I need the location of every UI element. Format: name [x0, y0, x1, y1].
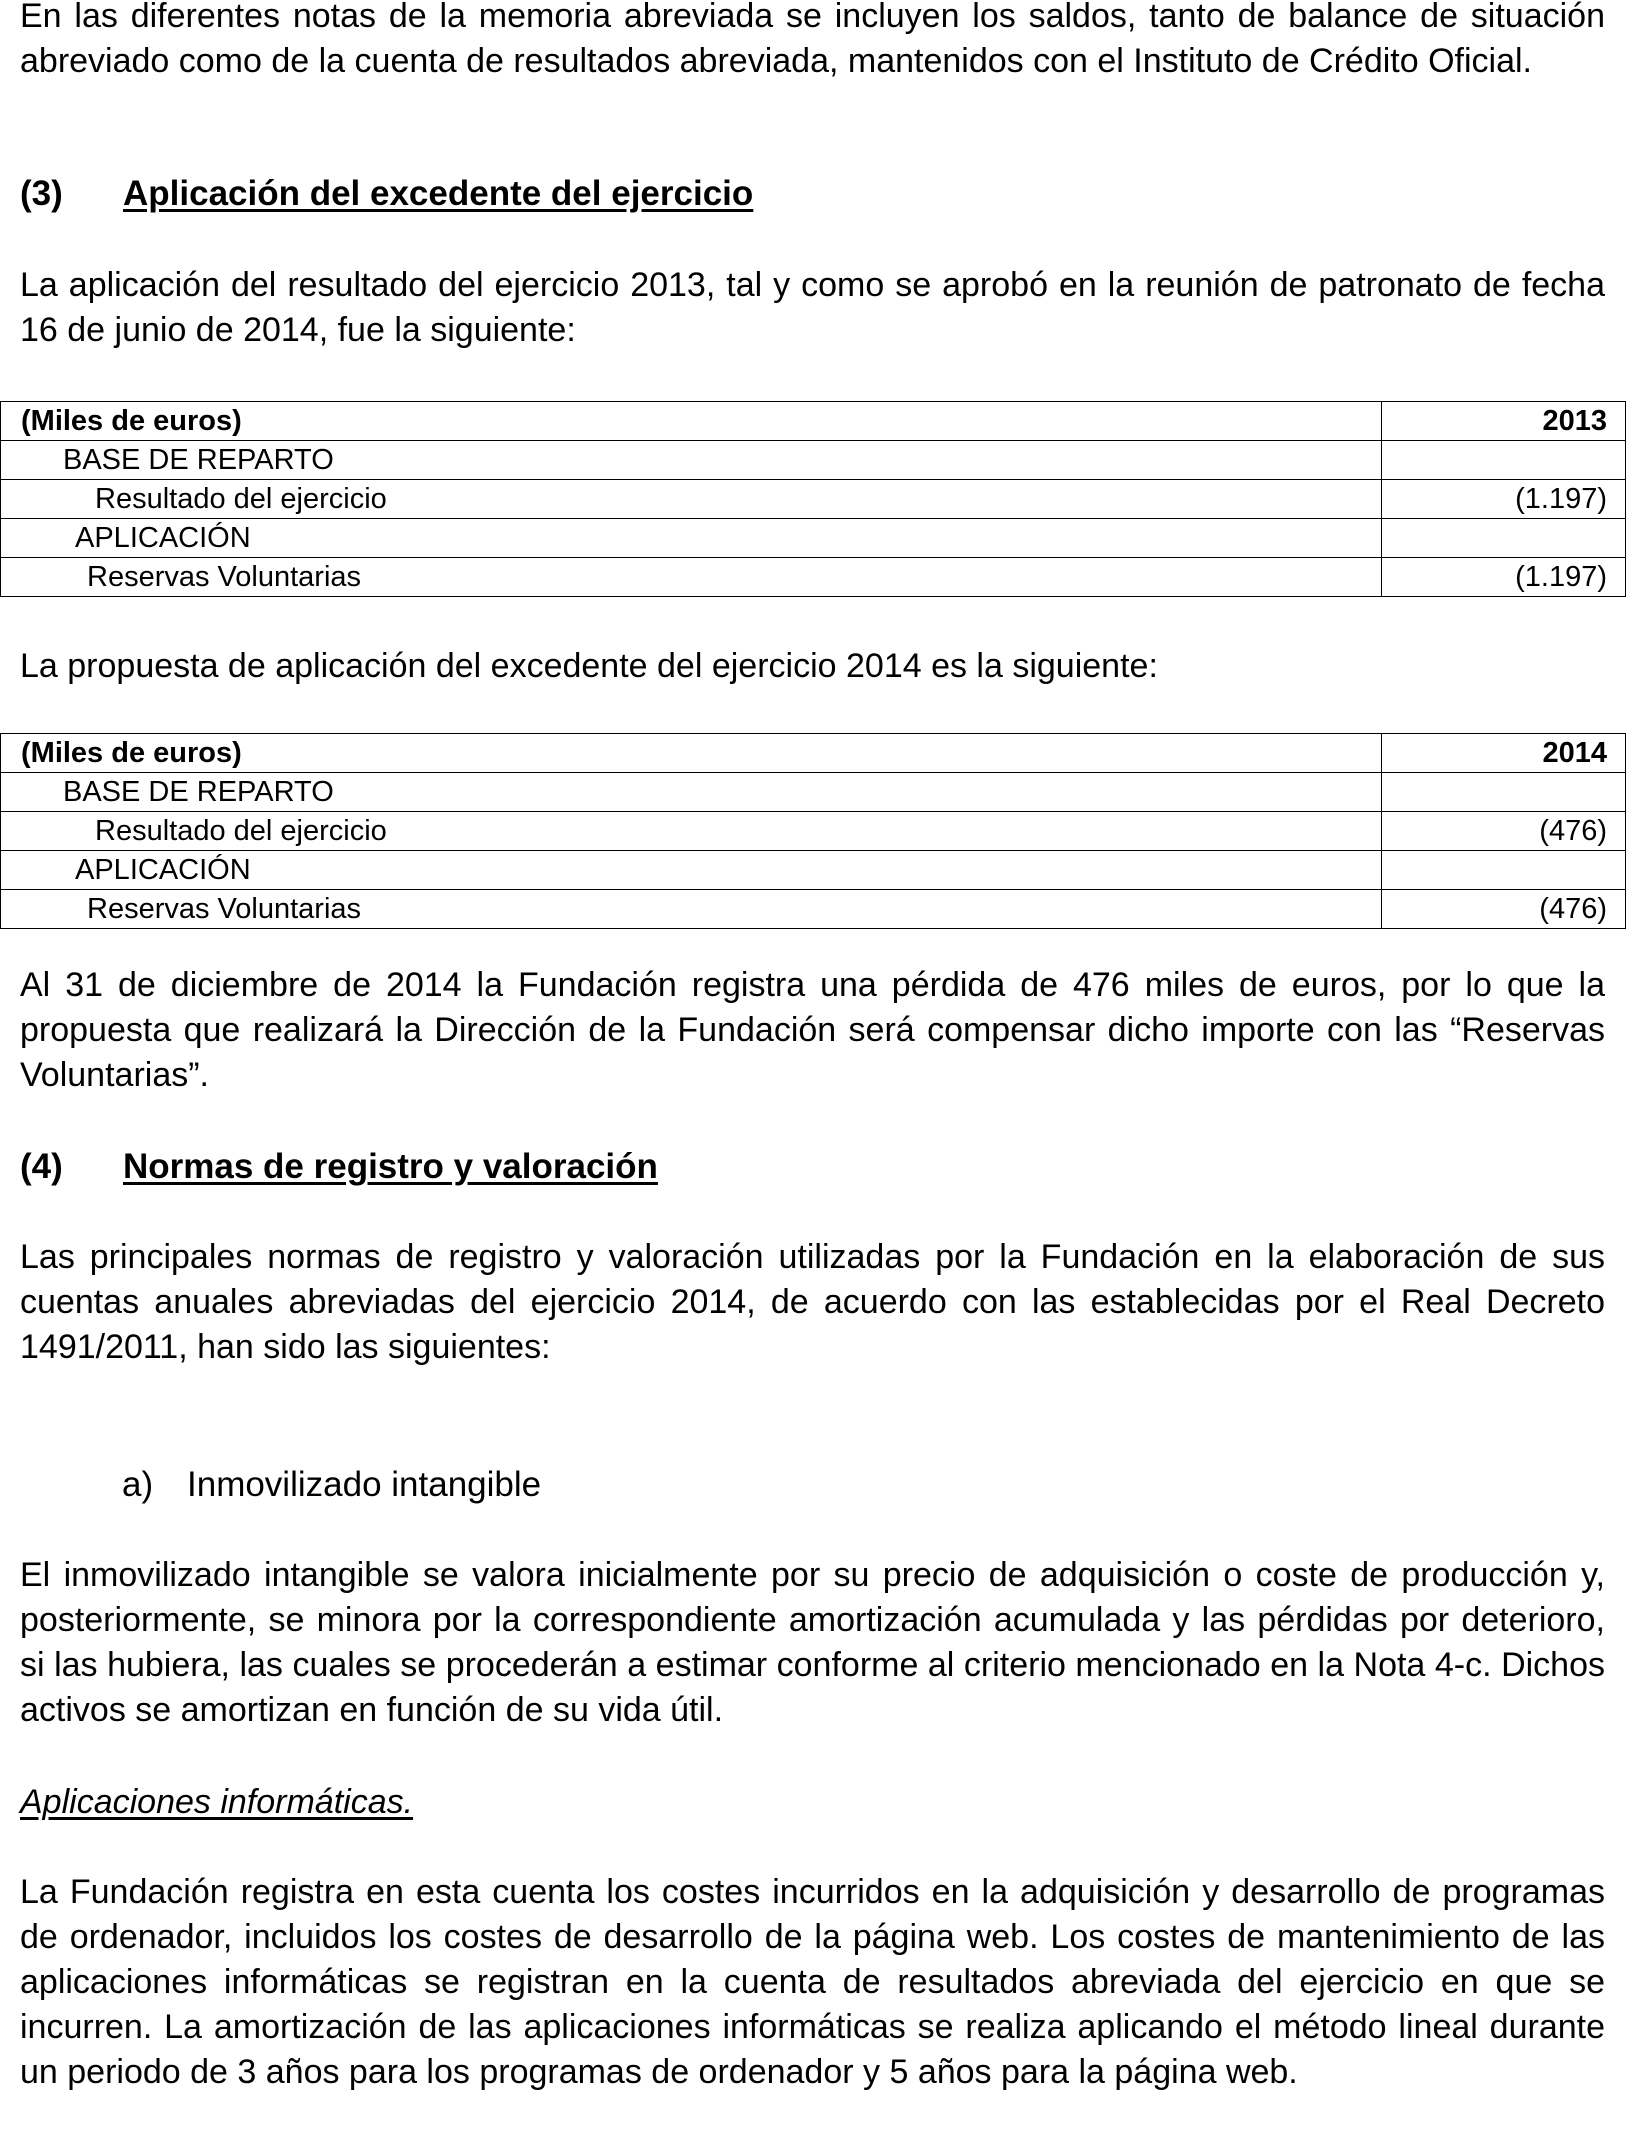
- row-value: [1382, 441, 1626, 480]
- paragraph-application-2013: La aplicación del resultado del ejercicio 2013, tal y como se aprobó en la reunión de patronato de fecha 16 de junio de 2014, fue la siguiente:: [20, 266, 1605, 349]
- table-header-label: (Miles de euros): [1, 734, 1382, 773]
- table-row: [1, 480, 1626, 519]
- row-value: (1.197): [1382, 480, 1626, 519]
- row-label: Resultado del ejercicio: [1, 812, 1382, 851]
- table-row: [1, 441, 1626, 480]
- row-value: [1382, 773, 1626, 812]
- section-title: Normas de registro y valoración: [123, 1147, 658, 1186]
- section-number: (4): [20, 1147, 63, 1186]
- section-number: (3): [20, 174, 63, 213]
- paragraph-intangible-assets: El inmovilizado intangible se valora inicialmente por su precio de adquisición o coste de producción y, posteriormente, se minora por la correspondiente amortización acumulada y las pérdidas por deterioro, si las hubiera, las cuales se procederán a estimar conforme al criterio mencionado en la Nota 4-c. Dichos activos se amortizan en función de su vida útil.: [20, 1556, 1605, 1729]
- table-application-2014: [0, 733, 1626, 929]
- table-row: [1, 890, 1626, 929]
- subsection-heading-a: [122, 1462, 541, 1507]
- row-value: (1.197): [1382, 558, 1626, 597]
- paragraph-loss-2014: Al 31 de diciembre de 2014 la Fundación registra una pérdida de 476 miles de euros, por lo que la propuesta que realizará la Dirección de la Fundación será compensar dicho importe con las “Reservas Voluntarias”.: [20, 966, 1605, 1094]
- table-header-row: [1, 402, 1626, 441]
- row-value: [1382, 851, 1626, 890]
- subsection-letter: a): [122, 1465, 154, 1504]
- row-label: Resultado del ejercicio: [1, 480, 1382, 519]
- paragraph-valuation-norms: Las principales normas de registro y valoración utilizadas por la Fundación en la elaboración de sus cuentas anuales abreviadas del ejercicio 2014, de acuerdo con las establecidas por el Real Decreto 1491/2011, han sido las siguientes:: [20, 1238, 1605, 1366]
- table-header-year: 2014: [1382, 734, 1626, 773]
- row-label: APLICACIÓN: [1, 519, 1382, 558]
- section-title: Aplicación del excedente del ejercicio: [123, 174, 754, 213]
- paragraph-balance-note: En las diferentes notas de la memoria abreviada se incluyen los saldos, tanto de balance de situación abreviado como de la cuenta de resultados abreviada, mantenidos con el Instituto de Crédito Oficial.: [20, 0, 1605, 80]
- row-value: [1382, 519, 1626, 558]
- table-header-year: 2013: [1382, 402, 1626, 441]
- table-application-2013: [0, 401, 1626, 597]
- section-heading-3: [20, 171, 1605, 216]
- section-heading-4: [20, 1144, 1605, 1189]
- subsection-title: Inmovilizado intangible: [187, 1465, 542, 1504]
- row-value: (476): [1382, 890, 1626, 929]
- paragraph-proposal-2014: La propuesta de aplicación del excedente del ejercicio 2014 es la siguiente:: [20, 647, 1158, 685]
- row-label: BASE DE REPARTO: [1, 441, 1382, 480]
- table-row: [1, 773, 1626, 812]
- row-label: Reservas Voluntarias: [1, 558, 1382, 597]
- row-label: Reservas Voluntarias: [1, 890, 1382, 929]
- table-header-label: (Miles de euros): [1, 402, 1382, 441]
- table-row: [1, 812, 1626, 851]
- row-label: APLICACIÓN: [1, 851, 1382, 890]
- row-value: (476): [1382, 812, 1626, 851]
- row-label: BASE DE REPARTO: [1, 773, 1382, 812]
- table-row: [1, 851, 1626, 890]
- table-row: [1, 519, 1626, 558]
- paragraph-software-costs: La Fundación registra en esta cuenta los costes incurridos en la adquisición y desarrollo de programas de ordenador, incluidos los costes de desarrollo de la página web. Los costes de mantenimiento de las aplicaciones informáticas se registran en la cuenta de resultados abreviada del ejercicio en que se incurren. La amortización de las aplicaciones informáticas se realiza aplicando el método lineal durante un periodo de 3 años para los programas de ordenador y 5 años para la página web.: [20, 1873, 1605, 2091]
- table-header-row: [1, 734, 1626, 773]
- table-row: [1, 558, 1626, 597]
- italic-heading-software: Aplicaciones informáticas.: [20, 1783, 414, 1821]
